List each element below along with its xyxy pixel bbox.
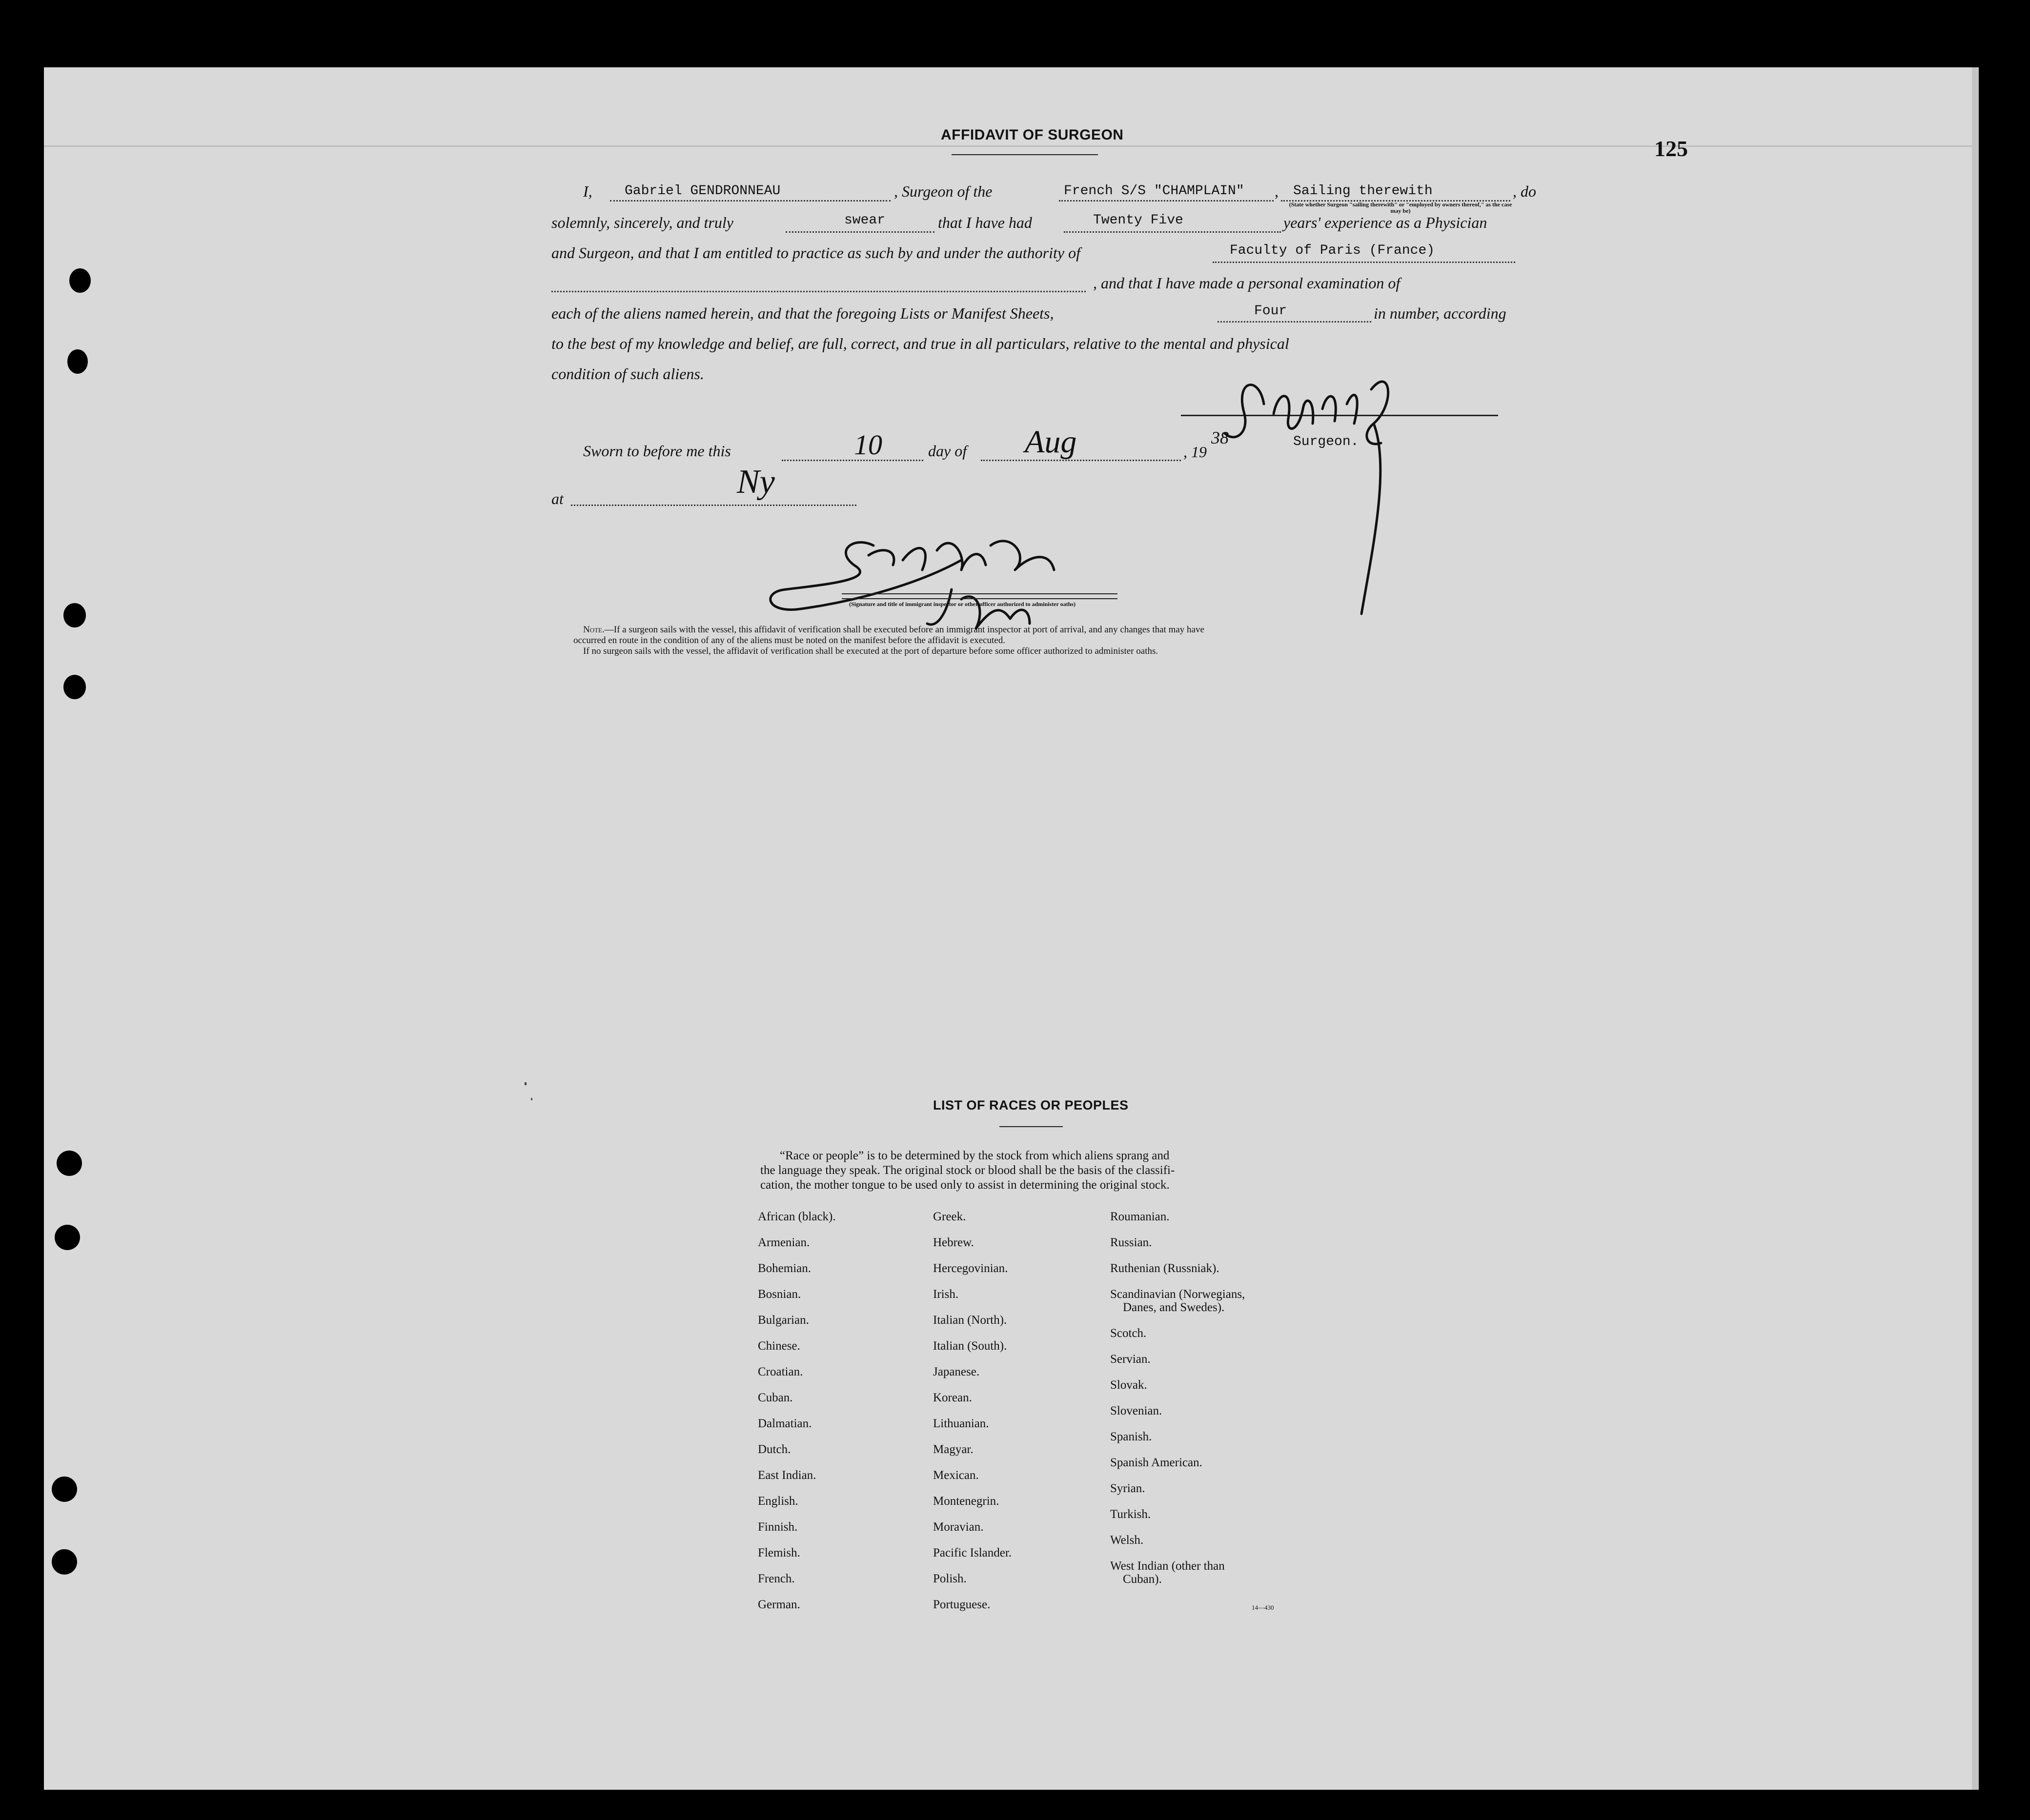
race-item: Cuban. — [758, 1391, 793, 1404]
note-text-1: —If a surgeon sails with the vessel, this affidavit of verification shall be executed before an immigrant inspector at port of arrival, and any changes that may have — [604, 625, 1204, 635]
race-item: Scotch. — [1110, 1327, 1147, 1340]
line5-suffix: in number, according — [1374, 304, 1506, 322]
sworn-day-label: day of — [928, 442, 967, 460]
sworn-month: Aug — [1025, 424, 1077, 460]
surgeon-signature — [1205, 360, 1498, 633]
race-item: Irish. — [933, 1288, 959, 1301]
binder-hole — [69, 268, 91, 293]
race-item: Dalmatian. — [758, 1417, 812, 1430]
place: Ny — [737, 463, 775, 501]
note-line-1 — [573, 625, 1544, 635]
race-item: Slovenian. — [1110, 1404, 1162, 1417]
races-title: LIST OF RACES OR PEOPLES — [933, 1098, 1129, 1112]
binder-hole — [52, 1476, 77, 1502]
sheets-line — [1218, 321, 1371, 323]
binder-hole — [55, 1225, 80, 1250]
affidavit-title: AFFIDAVIT OF SURGEON — [941, 127, 1124, 143]
race-item: Armenian. — [758, 1236, 810, 1249]
day-line — [782, 460, 923, 461]
race-item: Flemish. — [758, 1546, 800, 1559]
binder-hole — [52, 1549, 77, 1575]
race-item: Russian. — [1110, 1236, 1152, 1249]
page-number: 125 — [1654, 136, 1688, 161]
note-line-2: occurred en route in the condition of any of the aliens must be noted on the manifest before the affidavit is executed. — [573, 635, 1005, 646]
race-item: Hercegovinian. — [933, 1262, 1008, 1275]
right-edge-shadow — [1972, 67, 1979, 1790]
races-intro-line: “Race or people” is to be determined by the stock from which aliens sprang and — [780, 1149, 1170, 1162]
years-line — [1064, 231, 1281, 233]
note-block — [573, 625, 1544, 657]
race-item: Korean. — [933, 1391, 972, 1404]
stray-mark — [525, 1082, 527, 1085]
race-item: Scandinavian (Norwegians, — [1110, 1288, 1245, 1301]
race-item: Greek. — [933, 1210, 966, 1223]
race-item: Spanish American. — [1110, 1456, 1202, 1469]
race-item: Japanese. — [933, 1365, 980, 1378]
races-intro — [760, 1149, 1175, 1193]
race-item: Bulgarian. — [758, 1314, 809, 1327]
race-item: Syrian. — [1110, 1482, 1145, 1495]
race-item: Bosnian. — [758, 1288, 801, 1301]
authority-continuation-line — [551, 291, 1086, 292]
race-item: Danes, and Swedes). — [1123, 1301, 1225, 1314]
binder-hole — [57, 1151, 82, 1176]
sworn-year: 38 — [1211, 428, 1229, 447]
race-item: Bohemian. — [758, 1262, 812, 1275]
binder-hole — [63, 603, 86, 627]
races-intro-line: cation, the mother tongue to be used only to assist in determining the original stock. — [760, 1178, 1170, 1192]
race-item: Portuguese. — [933, 1598, 991, 1611]
races-column-1 — [758, 1210, 836, 1624]
race-item: Slovak. — [1110, 1378, 1147, 1392]
races-intro-line: the language they speak. The original stock or blood shall be the basis of the classifi- — [760, 1164, 1175, 1177]
race-item: Servian. — [1110, 1353, 1151, 1366]
race-item: Dutch. — [758, 1443, 791, 1456]
at-label: at — [551, 490, 564, 507]
race-item: French. — [758, 1572, 795, 1585]
sworn-year-prefix: , 19 — [1183, 443, 1207, 461]
binder-hole — [67, 349, 88, 374]
race-item: Spanish. — [1110, 1430, 1152, 1443]
race-item: Italian (North). — [933, 1314, 1007, 1327]
race-item: Hebrew. — [933, 1236, 974, 1249]
authority: Faculty of Paris (France) — [1230, 243, 1435, 258]
race-item: Montenegrin. — [933, 1495, 999, 1508]
note-line-3: If no surgeon sails with the vessel, the affidavit of verification shall be executed at the port of departure before some officer authorized to administer oaths. — [583, 646, 1158, 656]
inspector-caption: (Signature and title of immigrant inspector or other officer authorized to administer oaths) — [849, 601, 1076, 607]
line2-prefix: solemnly, sincerely, and truly — [551, 214, 733, 231]
sheet-count: Four — [1254, 303, 1287, 319]
document-sheet — [44, 67, 1979, 1790]
line4-suffix: , and that I have made a personal examination of — [1093, 274, 1401, 292]
line5-prefix: each of the aliens named herein, and that the foregoing Lists or Manifest Sheets, — [551, 304, 1054, 322]
race-item: Finnish. — [758, 1520, 798, 1534]
years-experience: Twenty Five — [1093, 213, 1183, 228]
race-item: Polish. — [933, 1572, 967, 1585]
race-item: Mexican. — [933, 1469, 979, 1482]
top-fold-line — [44, 145, 1979, 147]
line1-comma: , — [1275, 182, 1279, 200]
line1-suffix: , do — [1513, 182, 1536, 200]
sworn-day: 10 — [854, 429, 882, 461]
line7: condition of such aliens. — [551, 365, 704, 383]
race-item: Cuban). — [1123, 1573, 1162, 1586]
inspector-title-line — [842, 598, 1117, 599]
note-lead: Note. — [583, 625, 605, 635]
races-title-rule — [999, 1126, 1063, 1127]
race-item: German. — [758, 1598, 800, 1611]
binder-hole — [63, 675, 86, 699]
race-item: Pacific Islander. — [933, 1546, 1012, 1559]
race-item: English. — [758, 1495, 798, 1508]
line1-prefix: I, — [583, 182, 592, 200]
line2-suffix: years' experience as a Physician — [1283, 214, 1487, 231]
race-item: Roumanian. — [1110, 1210, 1170, 1223]
title-rule — [952, 154, 1098, 155]
surgeon-capacity: Sailing therewith — [1293, 183, 1433, 199]
race-item: African (black). — [758, 1210, 836, 1223]
place-line — [571, 505, 856, 506]
form-number: 14—430 — [1252, 1604, 1274, 1611]
race-item: Ruthenian (Russniak). — [1110, 1262, 1219, 1275]
line3-prefix: and Surgeon, and that I am entitled to practice as such by and under the authority of — [551, 244, 1080, 262]
authority-line — [1213, 262, 1515, 263]
races-column-3 — [1110, 1210, 1245, 1598]
vessel-line — [1059, 200, 1274, 202]
race-item: Croatian. — [758, 1365, 803, 1378]
oath-line — [786, 231, 934, 233]
vessel-name: French S/S "CHAMPLAIN" — [1064, 183, 1244, 199]
race-item: Lithuanian. — [933, 1417, 989, 1430]
sworn-prefix: Sworn to before me this — [583, 442, 731, 460]
race-item: Welsh. — [1110, 1534, 1144, 1547]
capacity-hint: (State whether Surgeon "sailing therewith" or "employed by owners thereof," as the case may be) — [1289, 201, 1512, 214]
race-item: West Indian (other than — [1110, 1559, 1225, 1573]
month-line — [981, 460, 1181, 461]
line2-mid: that I have had — [938, 214, 1032, 231]
line1-mid: , Surgeon of the — [894, 182, 993, 200]
surgeon-name-line — [610, 200, 891, 202]
surgeon-name: Gabriel GENDRONNEAU — [625, 183, 781, 199]
race-item: Turkish. — [1110, 1508, 1151, 1521]
race-item: East Indian. — [758, 1469, 816, 1482]
race-item: Magyar. — [933, 1443, 974, 1456]
races-column-2 — [933, 1210, 1012, 1624]
race-item: Moravian. — [933, 1520, 984, 1534]
surgeon-label: Surgeon. — [1293, 434, 1359, 449]
race-item: Italian (South). — [933, 1339, 1007, 1353]
race-item: Chinese. — [758, 1339, 800, 1353]
oath-word: swear — [844, 213, 886, 228]
line6: to the best of my knowledge and belief, are full, correct, and true in all particulars, relative to the mental and physical — [551, 335, 1289, 352]
stray-mark — [531, 1098, 532, 1100]
inspector-signature-line — [842, 593, 1117, 594]
